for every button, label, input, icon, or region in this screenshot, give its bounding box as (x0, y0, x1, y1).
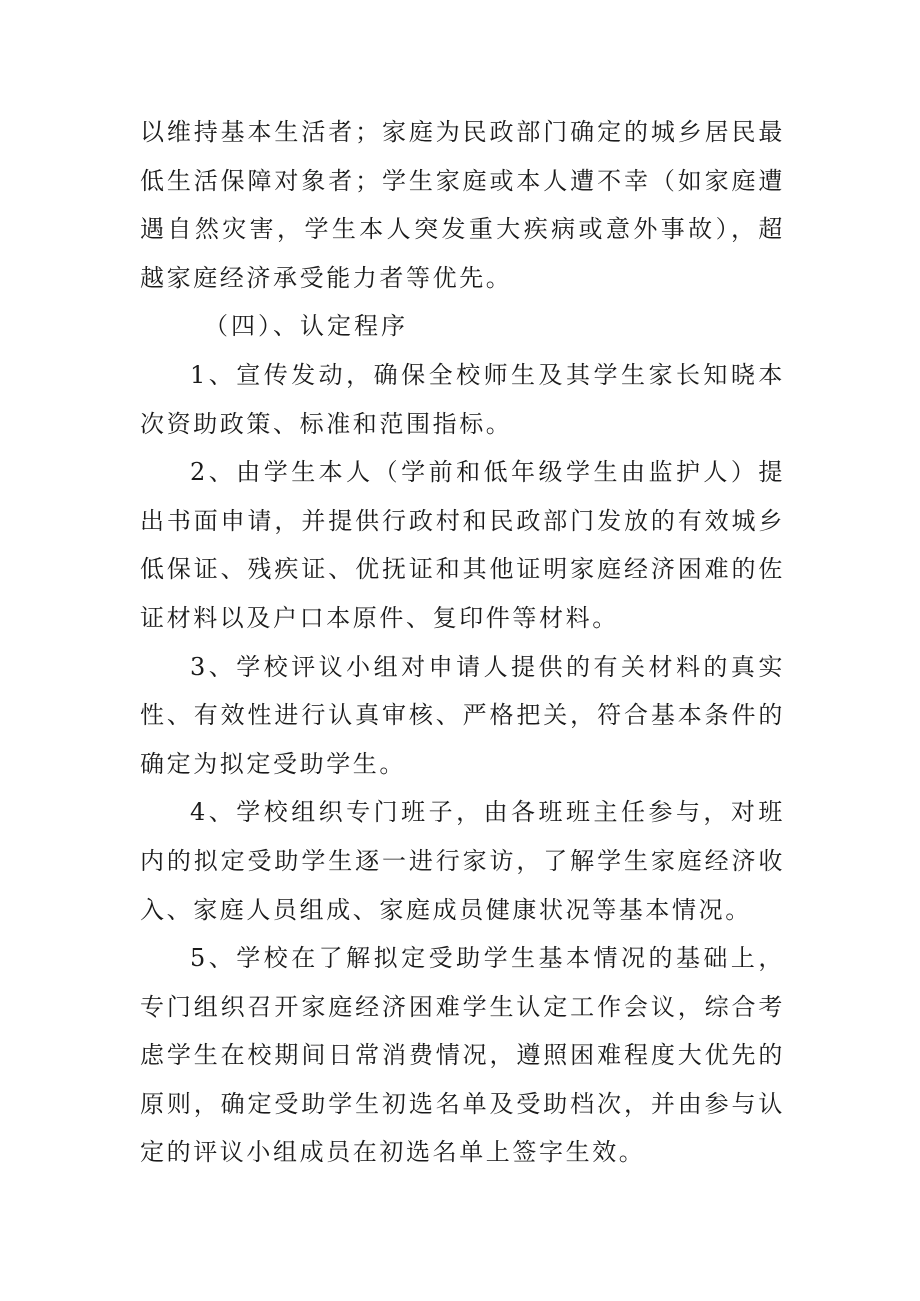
document-body (140, 108, 785, 1177)
procedure-item-3: 3、学校评议小组对申请人提供的有关材料的真实性、有效性进行认真审核、严格把关，符合基本条件的确定为拟定受助学生。 (140, 652, 785, 778)
procedure-item-4: 4、学校组织专门班子，由各班班主任参与，对班内的拟定受助学生逐一进行家访，了解学生家庭经济收入、家庭人员组成、家庭成员健康状况等基本情况。 (140, 798, 785, 924)
procedure-item-1: 1、宣传发动，确保全校师生及其学生家长知晓本次资助政策、标准和范围指标。 (140, 360, 785, 438)
procedure-item-2: 2、由学生本人（学前和低年级学生由监护人）提出书面申请，并提供行政村和民政部门发放的有效城乡低保证、残疾证、优抚证和其他证明家庭经济困难的佐证材料以及户口本原件、复印件等材料。 (140, 458, 785, 632)
section-heading: （四）、认定程序 (204, 312, 408, 341)
procedure-item-5: 5、学校在了解拟定受助学生基本情况的基础上，专门组织召开家庭经济困难学生认定工作会议，综合考虑学生在校期间日常消费情况，遵照困难程度大优先的原则，确定受助学生初选名单及受助档次，并由参与认定的评议小组成员在初选名单上签字生效。 (140, 944, 785, 1167)
continuation-paragraph: 以维持基本生活者；家庭为民政部门确定的城乡居民最低生活保障对象者；学生家庭或本人遭不幸（如家庭遭遇自然灾害，学生本人突发重大疾病或意外事故），超越家庭经济承受能力者等优先。 (140, 118, 785, 292)
